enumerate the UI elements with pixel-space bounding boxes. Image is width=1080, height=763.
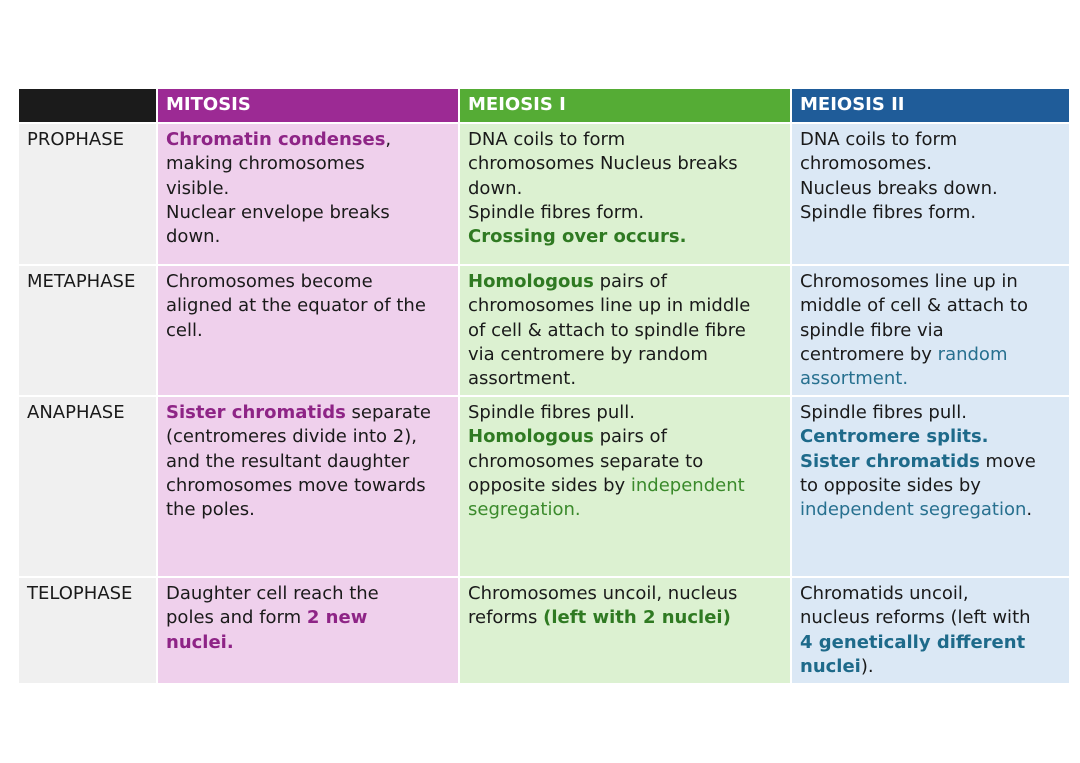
plain-text: poles and form bbox=[166, 607, 307, 629]
cell-line bbox=[800, 152, 1063, 176]
cell-line bbox=[800, 128, 1063, 152]
plain-text: nucleus reforms (left with bbox=[800, 607, 1031, 629]
plain-text: opposite sides by bbox=[468, 474, 631, 496]
cell-line bbox=[468, 582, 784, 606]
highlight-text: random bbox=[937, 343, 1008, 365]
cell-line bbox=[800, 177, 1063, 201]
cell-line bbox=[800, 367, 1063, 391]
plain-text: chromosomes line up in middle bbox=[468, 295, 751, 317]
plain-text: pairs of bbox=[593, 426, 667, 448]
plain-text: making chromosomes bbox=[166, 153, 365, 175]
stage-label-metaphase: METAPHASE bbox=[19, 266, 156, 395]
cell-line bbox=[166, 401, 452, 425]
highlight-text: Centromere splits. bbox=[800, 426, 989, 448]
cell-line bbox=[166, 319, 452, 343]
cell-line bbox=[800, 582, 1063, 606]
plain-text: assortment. bbox=[468, 368, 577, 390]
stage-label-anaphase: ANAPHASE bbox=[19, 397, 156, 576]
plain-text: Chromosomes uncoil, nucleus bbox=[468, 583, 738, 604]
plain-text: Chromatids uncoil, bbox=[800, 583, 969, 604]
cell-line bbox=[800, 655, 1063, 679]
plain-text: visible. bbox=[166, 177, 230, 199]
highlight-text: Sister chromatids bbox=[166, 402, 346, 423]
cell-line bbox=[800, 425, 1063, 449]
highlight-text: (left with 2 nuclei) bbox=[543, 607, 731, 629]
cell-line bbox=[166, 606, 452, 630]
cell-line bbox=[468, 474, 784, 498]
cell-line bbox=[800, 343, 1063, 367]
comparison-table bbox=[19, 89, 1069, 683]
plain-text: middle of cell & attach to bbox=[800, 295, 1028, 317]
cell-line bbox=[166, 425, 452, 449]
header-corner bbox=[19, 89, 156, 122]
cell-line bbox=[800, 498, 1063, 522]
plain-text: spindle fibre via bbox=[800, 319, 944, 341]
plain-text: chromosomes separate to bbox=[468, 450, 704, 472]
highlight-text: Crossing over occurs. bbox=[468, 226, 687, 248]
cell-line bbox=[166, 128, 452, 152]
highlight-text: segregation. bbox=[468, 499, 581, 521]
cell-line bbox=[166, 582, 452, 606]
cell-line bbox=[166, 631, 452, 655]
cell-prophase-meiosis-1 bbox=[460, 124, 790, 264]
cell-metaphase-mitosis bbox=[158, 266, 458, 395]
plain-text: via centromere by random bbox=[468, 343, 708, 365]
plain-text: Spindle fibres form. bbox=[468, 201, 645, 223]
cell-line bbox=[468, 128, 784, 152]
header-meiosis-2: MEIOSIS II bbox=[792, 89, 1069, 122]
cell-line bbox=[166, 294, 452, 318]
cell-line bbox=[166, 152, 452, 176]
cell-line bbox=[800, 450, 1063, 474]
cell-telophase-meiosis-1 bbox=[460, 578, 790, 683]
stage-label-prophase: PROPHASE bbox=[19, 124, 156, 264]
cell-line bbox=[800, 631, 1063, 655]
cell-line bbox=[800, 319, 1063, 343]
cell-line bbox=[468, 152, 784, 176]
cell-line bbox=[468, 606, 784, 630]
plain-text: Nucleus breaks down. bbox=[800, 177, 998, 199]
highlight-text: independent segregation bbox=[800, 499, 1027, 521]
plain-text: separate bbox=[345, 402, 432, 423]
cell-line bbox=[166, 450, 452, 474]
plain-text: the poles. bbox=[166, 499, 255, 521]
cell-anaphase-mitosis bbox=[158, 397, 458, 576]
plain-text: down. bbox=[166, 226, 221, 248]
cell-line bbox=[800, 294, 1063, 318]
plain-text: chromosomes. bbox=[800, 153, 932, 175]
highlight-text: Sister chromatids bbox=[800, 450, 980, 472]
plain-text: move bbox=[979, 450, 1036, 472]
plain-text: Chromosomes line up in bbox=[800, 271, 1018, 292]
plain-text: centromere by bbox=[800, 343, 938, 365]
plain-text: to opposite sides by bbox=[800, 474, 981, 496]
cell-line bbox=[468, 401, 784, 425]
cell-prophase-meiosis-2 bbox=[792, 124, 1069, 264]
cell-line bbox=[468, 498, 784, 522]
plain-text: reforms bbox=[468, 607, 544, 629]
cell-line bbox=[468, 177, 784, 201]
cell-line bbox=[468, 201, 784, 225]
header-meiosis-1: MEIOSIS I bbox=[460, 89, 790, 122]
stage-label-telophase: TELOPHASE bbox=[19, 578, 156, 683]
plain-text: of cell & attach to spindle fibre bbox=[468, 319, 746, 341]
cell-line bbox=[166, 177, 452, 201]
plain-text: DNA coils to form bbox=[468, 129, 626, 150]
plain-text: pairs of bbox=[593, 271, 667, 292]
plain-text: and the resultant daughter bbox=[166, 450, 410, 472]
plain-text: Nuclear envelope breaks bbox=[166, 201, 390, 223]
cell-anaphase-meiosis-2 bbox=[792, 397, 1069, 576]
cell-line bbox=[468, 367, 784, 391]
cell-metaphase-meiosis-2 bbox=[792, 266, 1069, 395]
highlight-text: Homologous bbox=[468, 426, 594, 448]
cell-line bbox=[800, 474, 1063, 498]
highlight-text: 2 new bbox=[306, 607, 368, 629]
cell-line bbox=[800, 401, 1063, 425]
plain-text: Spindle fibres pull. bbox=[800, 402, 967, 423]
cell-anaphase-meiosis-1 bbox=[460, 397, 790, 576]
cell-telophase-meiosis-2 bbox=[792, 578, 1069, 683]
cell-line bbox=[166, 474, 452, 498]
cell-line bbox=[468, 319, 784, 343]
plain-text: Spindle fibres pull. bbox=[468, 402, 635, 423]
cell-line bbox=[166, 225, 452, 249]
plain-text: Chromosomes become bbox=[166, 271, 373, 292]
cell-line bbox=[166, 201, 452, 225]
plain-text: chromosomes move towards bbox=[166, 474, 426, 496]
cell-line bbox=[468, 225, 784, 249]
cell-line bbox=[800, 270, 1063, 294]
plain-text: aligned at the equator of the bbox=[166, 295, 426, 317]
cell-line bbox=[468, 425, 784, 449]
cell-prophase-mitosis bbox=[158, 124, 458, 264]
header-mitosis: MITOSIS bbox=[158, 89, 458, 122]
highlight-text: nuclei bbox=[800, 655, 861, 677]
cell-line bbox=[800, 201, 1063, 225]
plain-text: DNA coils to form bbox=[800, 129, 958, 150]
plain-text: Spindle fibres form. bbox=[800, 201, 977, 223]
plain-text: ). bbox=[860, 655, 874, 677]
cell-line bbox=[468, 343, 784, 367]
cell-line bbox=[166, 498, 452, 522]
highlight-text: assortment. bbox=[800, 368, 909, 390]
plain-text: cell. bbox=[166, 319, 203, 341]
cell-telophase-mitosis bbox=[158, 578, 458, 683]
highlight-text: Chromatin condenses bbox=[166, 129, 386, 150]
plain-text: . bbox=[1026, 499, 1033, 521]
cell-line bbox=[468, 270, 784, 294]
plain-text: , bbox=[385, 129, 392, 150]
highlight-text: 4 genetically different bbox=[800, 631, 1026, 653]
plain-text: (centromeres divide into 2), bbox=[166, 426, 417, 448]
plain-text: Daughter cell reach the bbox=[166, 583, 379, 604]
highlight-text: independent bbox=[630, 474, 745, 496]
cell-line bbox=[468, 294, 784, 318]
highlight-text: Homologous bbox=[468, 271, 594, 292]
plain-text: chromosomes Nucleus breaks bbox=[468, 153, 738, 175]
cell-line bbox=[800, 606, 1063, 630]
cell-line bbox=[468, 450, 784, 474]
highlight-text: nuclei. bbox=[166, 631, 234, 653]
plain-text: down. bbox=[468, 177, 523, 199]
cell-line bbox=[166, 270, 452, 294]
cell-metaphase-meiosis-1 bbox=[460, 266, 790, 395]
